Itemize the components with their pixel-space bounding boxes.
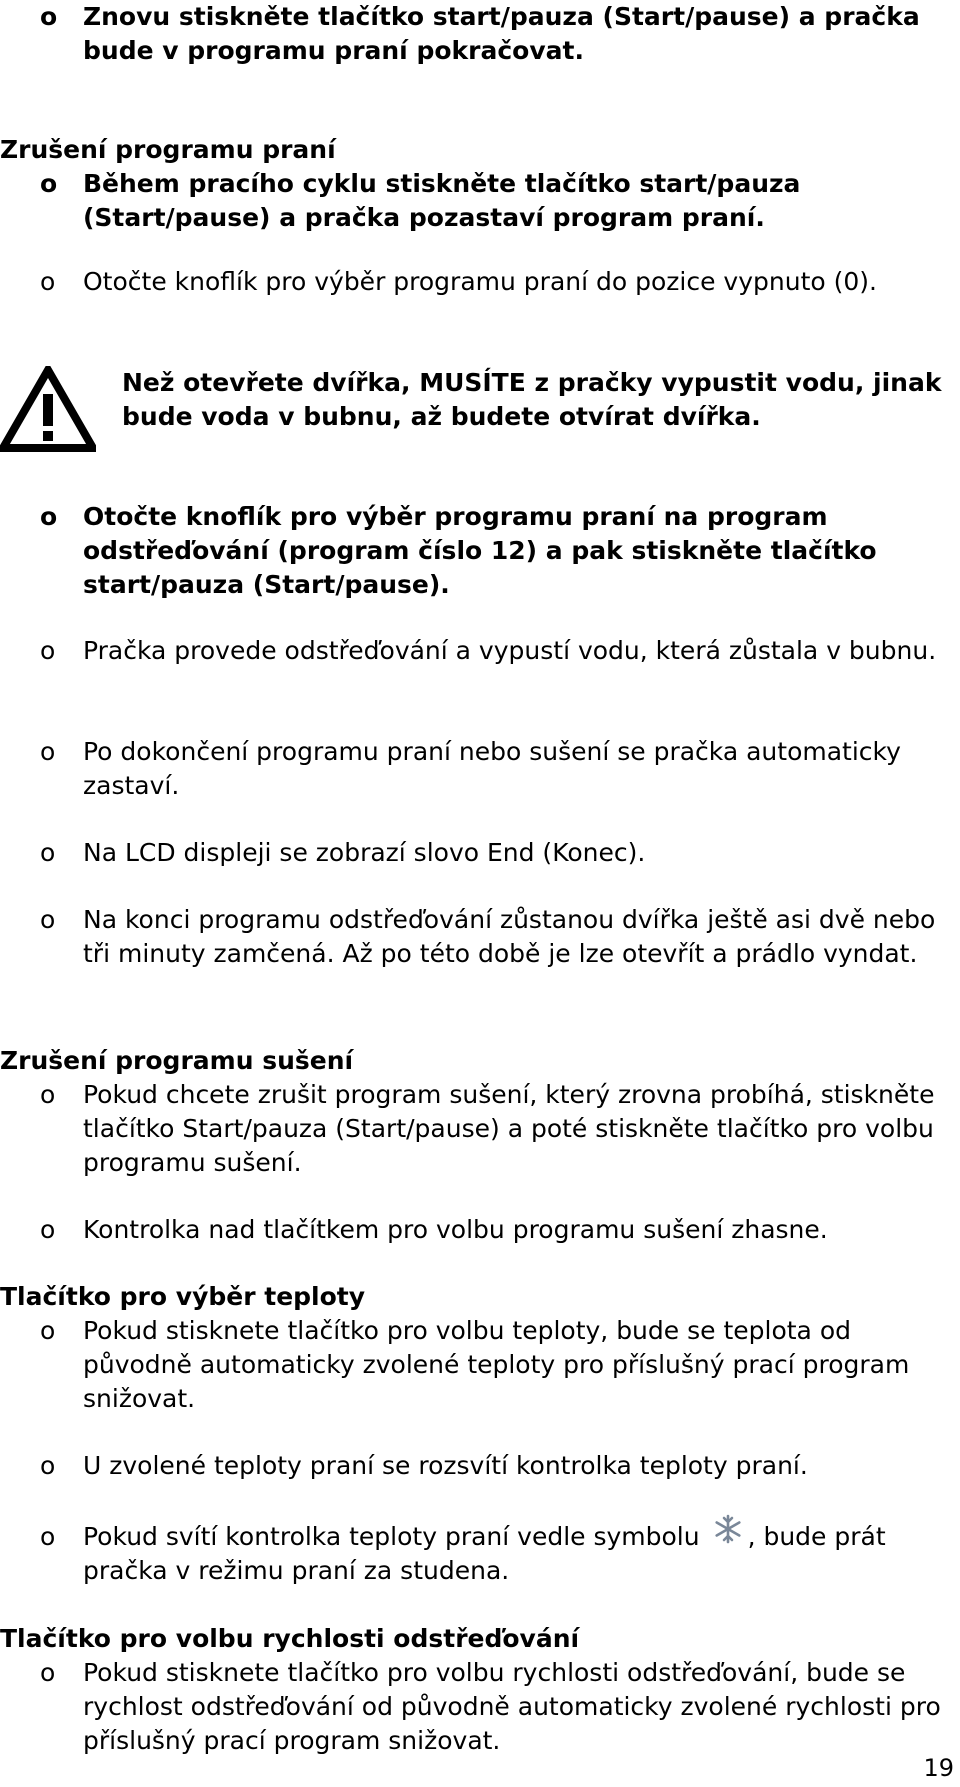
bullet: o bbox=[40, 1080, 56, 1109]
item-text-after: , bude prát pračka v režimu praní za studena. bbox=[83, 1522, 886, 1585]
item-text: Pokud chcete zrušit program sušení, který zrovna probíhá, stiskněte tlačítko Start/pauza (Start/pause) a poté stiskněte tlačítko pro volbu programu sušení. bbox=[83, 1080, 935, 1177]
list-item bbox=[0, 1449, 960, 1483]
bullet: o bbox=[40, 838, 56, 867]
item-text-before: Pokud svítí kontrolka teploty praní vedle symbolu bbox=[83, 1522, 700, 1551]
item-text: Otočte knoflík pro výběr programu praní na program odstřeďování (program číslo 12) a pak stiskněte tlačítko start/pauza (Start/pause). bbox=[83, 502, 877, 599]
temperature-item-1 bbox=[0, 1314, 960, 1416]
cancel-dry-item-1 bbox=[0, 1078, 960, 1180]
item-text: U zvolené teploty praní se rozsvítí kontrolka teploty praní. bbox=[83, 1451, 808, 1480]
item-text: Kontrolka nad tlačítkem pro volbu programu sušení zhasne. bbox=[83, 1215, 828, 1244]
list-item bbox=[0, 836, 960, 870]
list-item bbox=[0, 735, 960, 803]
bullet: o bbox=[40, 737, 56, 766]
item-text: Na LCD displeji se zobrazí slovo End (Konec). bbox=[83, 838, 646, 867]
item-text: Pokud stisknete tlačítko pro volbu rychlosti odstřeďování, bude se rychlost odstřeďování od původně automaticky zvolené rychlosti pro příslušný prací program snižovat. bbox=[83, 1658, 941, 1755]
item-text: Znovu stiskněte tlačítko start/pauza (Start/pause) a pračka bude v programu praní pokračovat. bbox=[83, 2, 920, 65]
bullet: o bbox=[40, 1658, 56, 1687]
bullet: o bbox=[40, 905, 56, 934]
cancel-wash-list bbox=[0, 167, 960, 235]
list-item bbox=[0, 634, 960, 668]
spin-drain-item-5 bbox=[0, 903, 960, 971]
item-text: Na konci programu odstřeďování zůstanou dvířka ještě asi dvě nebo tři minuty zamčená. Až po této době je lze otevřít a prádlo vyndat. bbox=[83, 905, 936, 968]
spin-drain-item-4 bbox=[0, 836, 960, 870]
bullet: o bbox=[40, 1451, 56, 1480]
bullet: o bbox=[40, 1316, 56, 1345]
bullet: o bbox=[40, 169, 58, 198]
item-text: Během pracího cyklu stiskněte tlačítko start/pauza (Start/pause) a pračka pozastaví program praní. bbox=[83, 169, 801, 232]
list-item bbox=[0, 500, 960, 602]
list-item bbox=[0, 167, 960, 235]
warning-triangle-icon bbox=[0, 366, 96, 452]
list-item bbox=[0, 1520, 960, 1588]
temperature-item-3 bbox=[0, 1520, 960, 1588]
section-heading-temperature: Tlačítko pro výběr teploty bbox=[0, 1282, 366, 1311]
list-item bbox=[0, 0, 960, 68]
item-text: Otočte knoflík pro výběr programu praní do pozice vypnuto (0). bbox=[83, 267, 877, 296]
bullet: o bbox=[40, 502, 58, 531]
section-heading-spin-speed: Tlačítko pro volbu rychlosti odstřeďování bbox=[0, 1624, 580, 1653]
bullet: o bbox=[40, 2, 58, 31]
page-number: 19 bbox=[923, 1754, 954, 1782]
warning-text: Než otevřete dvířka, MUSÍTE z pračky vypustit vodu, jinak bude voda v bubnu, až budete otvírat dvířka. bbox=[122, 368, 942, 431]
item-text: Pokud stisknete tlačítko pro volbu teploty, bude se teplota od původně automaticky zvolené teploty pro příslušný prací program snižovat. bbox=[83, 1316, 910, 1413]
item-text: Po dokončení programu praní nebo sušení se pračka automaticky zastaví. bbox=[83, 737, 901, 800]
list-item bbox=[0, 265, 960, 299]
cancel-dry-item-2 bbox=[0, 1213, 960, 1247]
bullet: o bbox=[40, 1215, 56, 1244]
spin-drain-item-3 bbox=[0, 735, 960, 803]
bullet: o bbox=[40, 636, 56, 665]
spin-speed-item-1 bbox=[0, 1656, 960, 1758]
bullet: o bbox=[40, 1522, 56, 1551]
section-heading-cancel-dry: Zrušení programu sušení bbox=[0, 1046, 354, 1075]
list-item bbox=[0, 903, 960, 971]
item-text: Pračka provede odstřeďování a vypustí vodu, která zůstala v bubnu. bbox=[83, 636, 937, 665]
bullet: o bbox=[40, 267, 56, 296]
temperature-item-2 bbox=[0, 1449, 960, 1483]
cancel-wash-list-2 bbox=[0, 265, 960, 299]
spin-drain-item-2 bbox=[0, 634, 960, 668]
list-item bbox=[0, 1314, 960, 1416]
list-item bbox=[0, 1213, 960, 1247]
section-heading-cancel-wash: Zrušení programu praní bbox=[0, 135, 336, 164]
spin-drain-list bbox=[0, 500, 960, 602]
list-item bbox=[0, 1078, 960, 1180]
resume-section bbox=[0, 0, 960, 68]
list-item bbox=[0, 1656, 960, 1758]
snowflake-icon bbox=[708, 1514, 748, 1544]
